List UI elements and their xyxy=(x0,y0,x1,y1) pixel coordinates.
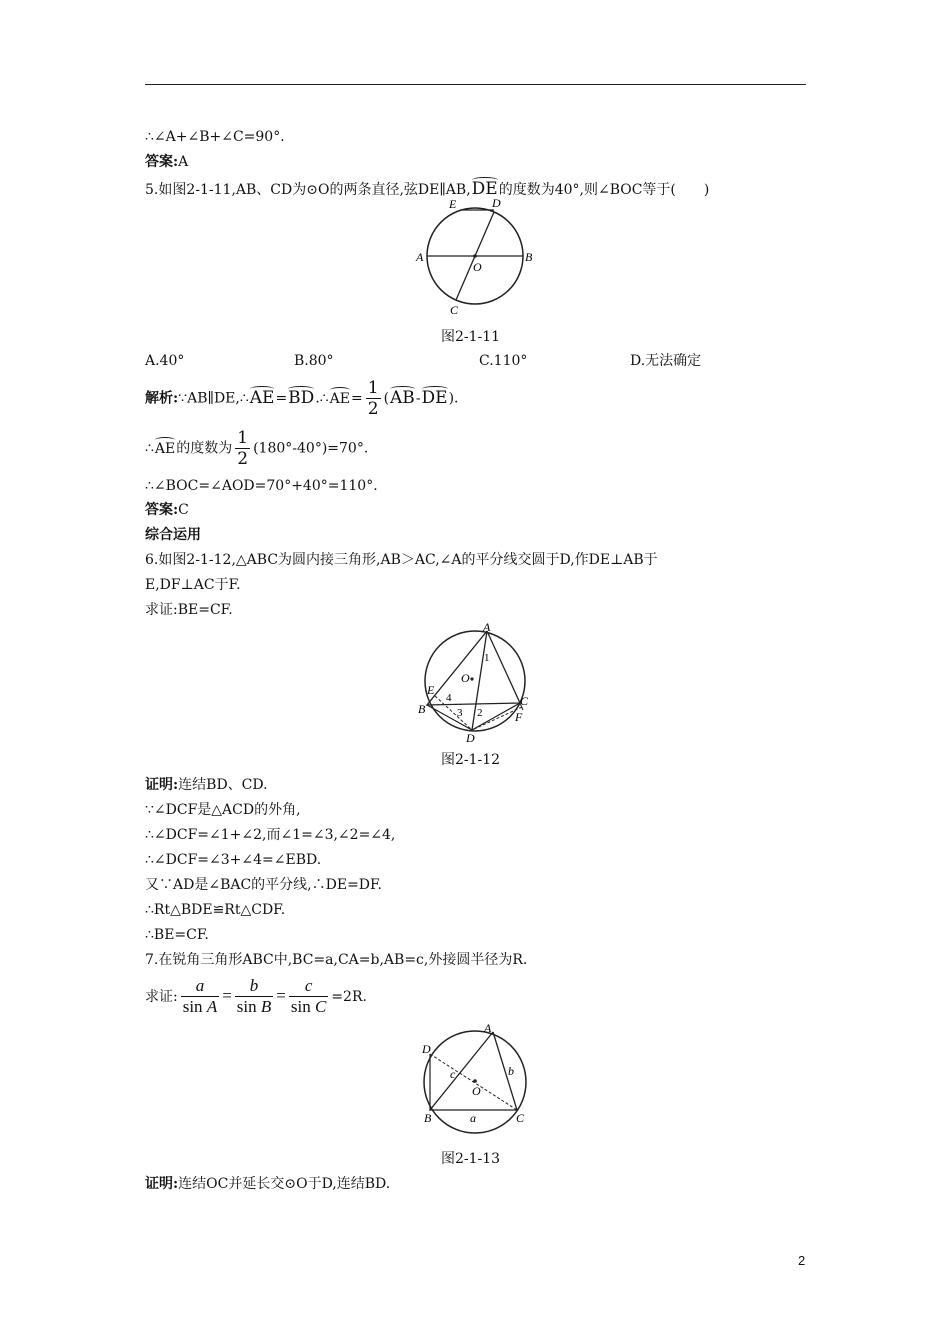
fraction-half: $\frac{1}{2}$ xyxy=(367,378,379,419)
fig12-label-B: B xyxy=(418,702,426,716)
fraction-c-sinC: $\frac{c}{\text{sin C}}$ xyxy=(290,976,327,1016)
figure-2-1-12 xyxy=(415,619,539,745)
caption-2-1-11: 图2-1-11 xyxy=(441,329,501,345)
analysis-line-2: ∴AE的度数为 $\frac{1}{2}$ (180°-40°)=70°. xyxy=(145,428,369,469)
caption-2-1-13: 图2-1-13 xyxy=(441,1151,501,1167)
fig12-BD xyxy=(427,705,472,730)
analysis-line-3: ∴∠BOC=∠AOD=70°+40°=110°. xyxy=(145,478,378,494)
proof-line-4: 又∵AD是∠BAC的平分线,∴DE=DF. xyxy=(145,877,383,893)
header-rule xyxy=(145,84,806,85)
fig13-label-C: C xyxy=(516,1111,525,1125)
fig13-label-A: A xyxy=(484,1021,492,1035)
question-6-line-1: 6.如图2-1-12,△ABC为圆内接三角形,AB＞AC,∠A的平分线交圆于D,作DE⊥AB于 xyxy=(145,552,658,568)
proof-line-0: 证明:连结BD、CD. xyxy=(145,777,268,793)
line-angle-sum: ∴∠A+∠B+∠C=90°. xyxy=(145,129,285,145)
fraction-a-sinA: $\frac{a}{\text{sin A}}$ xyxy=(182,976,218,1016)
fig13-CD xyxy=(430,1054,517,1110)
fig13-label-O: O xyxy=(472,1084,481,1098)
fig11-label-A: A xyxy=(416,250,424,264)
fig13-label-b: b xyxy=(508,1064,514,1078)
question-7-formula: 求证: $\frac{a}{\text{sin A}}$ = $\frac{b}{\text{sin B}}$ = $\frac{c}{\text{sin C}}$ =2R. xyxy=(145,976,367,1016)
fig12-label-3: 3 xyxy=(457,707,463,719)
fig11-center xyxy=(473,254,477,258)
choice-D: D.无法确定 xyxy=(630,353,702,369)
fig11-label-B: B xyxy=(525,250,533,264)
proof-line-5: ∴Rt△BDE≌Rt△CDF. xyxy=(145,902,286,918)
fig13-center xyxy=(473,1079,477,1083)
fig12-label-C: C xyxy=(520,694,529,708)
analysis-line-1: 解析:∵AB∥DE,∴AE=BD.∴AE= $\frac{1}{2}$ (AB-DE). xyxy=(145,378,459,419)
fraction-half-2: $\frac{1}{2}$ xyxy=(237,428,249,469)
choice-B: B.80° xyxy=(294,353,334,369)
section-heading: 综合运用 xyxy=(145,527,201,543)
question-6-line-3: 求证:BE=CF. xyxy=(145,602,233,618)
answer-2: 答案:C xyxy=(145,502,189,518)
proof-line-2: ∴∠DCF=∠1+∠2,而∠1=∠3,∠2=∠4, xyxy=(145,827,396,843)
arc-DE: DE xyxy=(471,179,498,199)
fraction-b-sinB: $\frac{b}{\text{sin B}}$ xyxy=(236,976,272,1016)
proof-line-6: ∴BE=CF. xyxy=(145,927,209,943)
choice-C: C.110° xyxy=(479,353,528,369)
question-7: 7.在锐角三角形ABC中,BC=a,CA=b,AB=c,外接圆半径为R. xyxy=(145,952,528,968)
fig13-triangle xyxy=(430,1032,517,1110)
figure-2-1-11 xyxy=(410,192,540,324)
fig12-label-1: 1 xyxy=(484,652,490,664)
fig12-label-D: D xyxy=(466,731,475,745)
fig12-label-2: 2 xyxy=(477,707,483,719)
fig12-label-F: F xyxy=(515,710,523,724)
answer-1: 答案:A xyxy=(145,154,189,170)
caption-2-1-12: 图2-1-12 xyxy=(441,752,501,768)
choice-A: A.40° xyxy=(145,353,185,369)
proof-line-1: ∵∠DCF是△ACD的外角, xyxy=(145,802,301,818)
fig11-label-O: O xyxy=(473,260,482,274)
fig13-label-B: B xyxy=(424,1111,432,1125)
page-number: 2 xyxy=(798,1253,806,1268)
figure-2-1-13 xyxy=(418,1018,538,1144)
fig11-label-E: E xyxy=(449,197,457,211)
fig13-label-a: a xyxy=(470,1111,476,1125)
fig11-label-C: C xyxy=(450,303,459,317)
fig12-label-A: A xyxy=(483,620,491,634)
fig12-label-E: E xyxy=(427,683,435,697)
fig11-label-D: D xyxy=(492,196,501,210)
fig13-label-D: D xyxy=(422,1042,431,1056)
fig13-label-c: c xyxy=(450,1067,456,1081)
fig12-label-4: 4 xyxy=(446,692,452,704)
proof-2-line-0: 证明:连结OC并延长交⊙O于D,连结BD. xyxy=(145,1176,391,1192)
fig12-center xyxy=(470,677,473,680)
question-6-line-2: E,DF⊥AC于F. xyxy=(145,577,241,593)
proof-line-3: ∴∠DCF=∠3+∠4=∠EBD. xyxy=(145,852,322,868)
fig12-label-O: O xyxy=(461,671,470,685)
question-5: 5.如图2-1-11,AB、CD为⊙O的两条直径,弦DE∥AB,DE的度数为40°,则∠BOC等于( ) xyxy=(145,179,710,199)
